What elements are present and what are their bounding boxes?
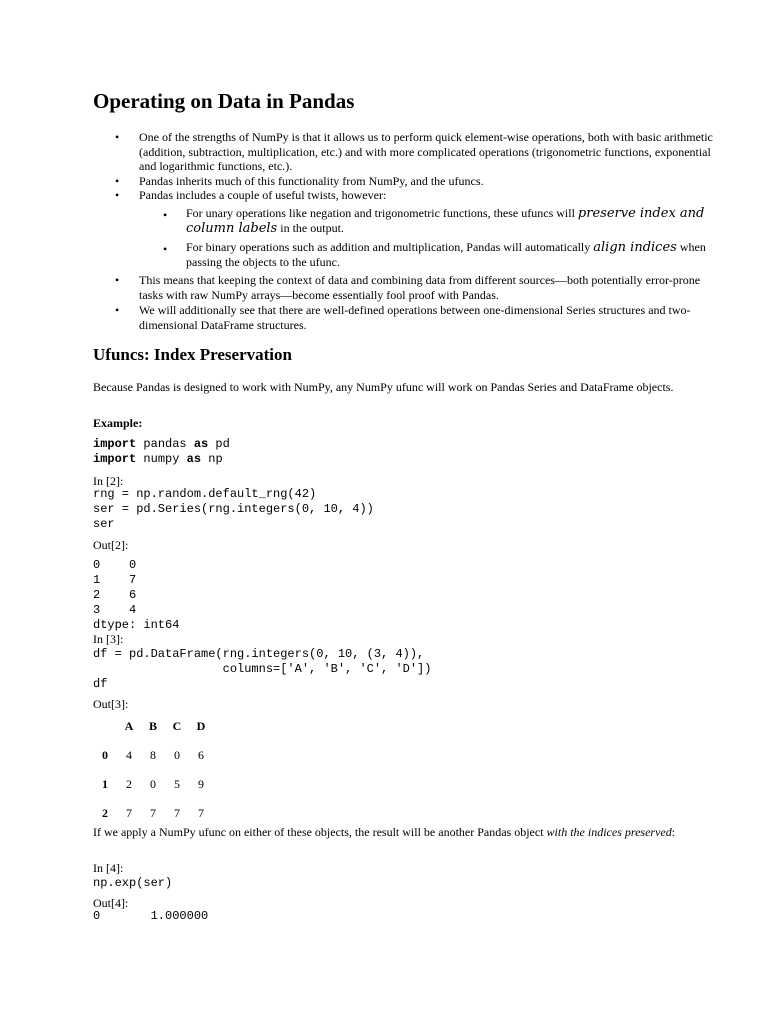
column-header: B <box>148 719 157 733</box>
input-prompt: In [4]: <box>93 861 124 875</box>
emphasis-text: align indices <box>593 239 677 255</box>
code-keyword: import <box>93 452 137 466</box>
output-prompt: Out[4]: <box>93 896 129 910</box>
row-index: 2 <box>102 806 108 820</box>
table-row <box>93 799 213 828</box>
input-prompt: In [2]: <box>93 474 124 488</box>
bullet-list <box>93 130 723 332</box>
table-cell: 5 <box>174 777 180 791</box>
sub-bullet-text: For unary operations like negation and trigonometric functions, these ufuncs will <box>186 205 578 220</box>
column-header: D <box>196 719 206 733</box>
bullet-item <box>93 188 723 270</box>
code-text: pd <box>208 437 230 451</box>
sub-bullet-text: For binary operations such as addition and multiplication, Pandas will automatically <box>186 239 594 254</box>
table-cell: 7 <box>198 806 204 820</box>
table-cell: 0 <box>150 777 156 791</box>
bullet-item: • One of the strengths of NumPy is that it allows us to perform quick element-wise operations, both with basic arithmetic (addition, subtraction, multiplication, etc.) and with more complicated operations (trigonometric functions, exponential and logarithmic functions, etc.). <box>93 130 723 174</box>
bullet-item: • Pandas inherits much of this functionality from NumPy, and the ufuncs. <box>93 174 723 189</box>
column-header: A <box>124 719 134 733</box>
row-index: 0 <box>102 748 108 762</box>
emphasis-text: with the indices preserved <box>546 825 672 839</box>
table-cell: 7 <box>174 806 180 820</box>
code-keyword: as <box>186 452 202 466</box>
page-title: Operating on Data in Pandas <box>93 89 355 113</box>
index-header <box>93 712 117 741</box>
code-text: pandas <box>136 437 194 451</box>
table-cell: 6 <box>198 748 204 762</box>
import-code-block <box>93 437 230 467</box>
code-cell: np.exp(ser) <box>93 876 173 890</box>
example-label: Example: <box>93 416 143 430</box>
emphasis-text: preserve index and column labels <box>186 205 705 236</box>
code-cell: df = pd.DataFrame(rng.integers(0, 10, (3, 4)), columns=['A', 'B', 'C', 'D']) df <box>93 647 432 691</box>
table-row <box>93 741 213 770</box>
bullet-item: • This means that keeping the context of data and combining data from different sources—both potentially error-prone tasks with raw NumPy arrays—become essentially fool proof with Pandas. <box>93 273 723 302</box>
table-cell: 2 <box>126 777 132 791</box>
code-text: np <box>201 452 223 466</box>
column-header: C <box>172 719 182 733</box>
intro-paragraph: Because Pandas is designed to work with NumPy, any NumPy ufunc will work on Pandas Series and DataFrame objects. <box>93 380 674 394</box>
bullet-text: Pandas includes a couple of useful twists, however: <box>139 188 387 203</box>
code-keyword: import <box>93 437 137 451</box>
code-cell: rng = np.random.default_rng(42) ser = pd.Series(rng.integers(0, 10, 4)) ser <box>93 487 374 531</box>
paragraph-text: : <box>671 825 676 839</box>
table-cell: 8 <box>150 748 156 762</box>
paragraph-text: If we apply a NumPy ufunc on either of these objects, the result will be another Pandas object <box>93 825 547 839</box>
code-text: numpy <box>136 452 187 466</box>
body-paragraph <box>93 825 713 840</box>
table-cell: 4 <box>126 748 132 762</box>
sub-bullet-text: in the output. <box>277 220 344 235</box>
output-prompt: Out[2]: <box>93 538 129 552</box>
table-cell: 9 <box>198 777 204 791</box>
sub-bullet-item <box>139 206 723 236</box>
table-cell: 0 <box>174 748 180 762</box>
table-cell: 7 <box>150 806 156 820</box>
row-index: 1 <box>102 777 108 791</box>
sub-bullet-list <box>139 206 723 270</box>
input-prompt: In [3]: <box>93 632 124 646</box>
table-cell: 7 <box>126 806 132 820</box>
dataframe-table <box>93 712 213 828</box>
output-prompt: Out[3]: <box>93 697 129 711</box>
code-output: 0 0 1 7 2 6 3 4 dtype: int64 <box>93 558 180 632</box>
sub-bullet-text: when passing the objects to the ufunc. <box>186 239 706 269</box>
table-row <box>93 770 213 799</box>
section-heading: Ufuncs: Index Preservation <box>93 345 292 364</box>
sub-bullet-item <box>139 240 723 270</box>
bullet-item: • We will additionally see that there are well-defined operations between one-dimensional Series structures and two-dimensional DataFrame structures. <box>93 303 723 332</box>
code-keyword: as <box>193 437 209 451</box>
table-header-row <box>93 712 213 741</box>
code-output: 0 1.000000 <box>93 909 209 923</box>
